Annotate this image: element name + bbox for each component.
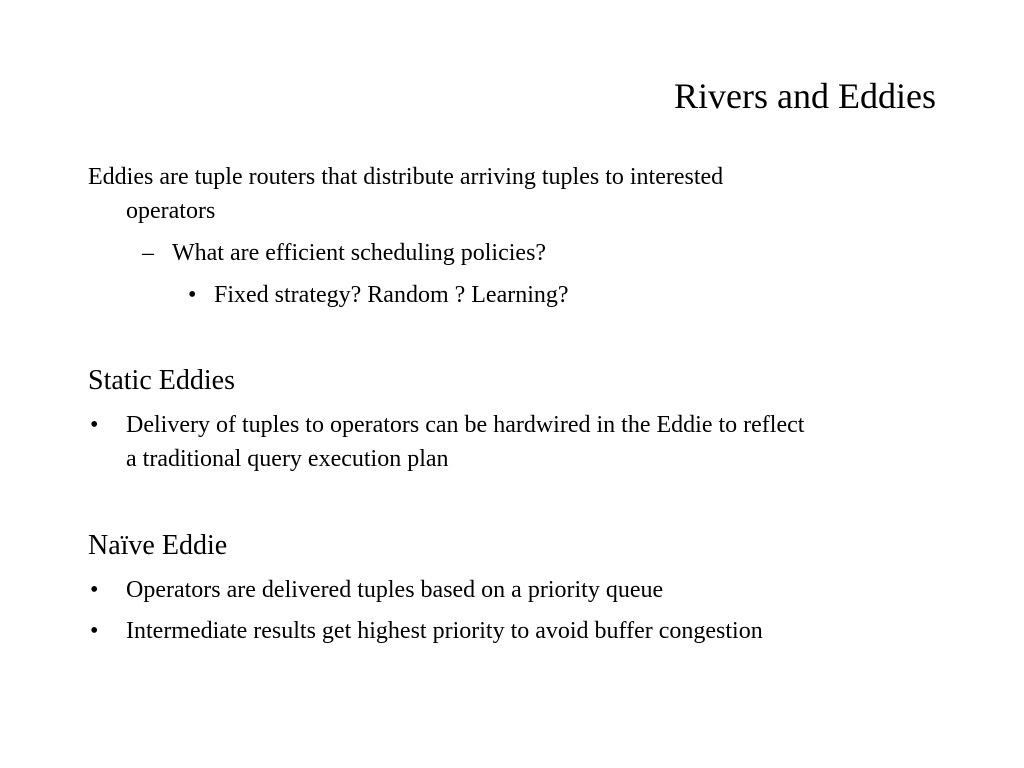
subsub-bullet-text: Fixed strategy? Random ? Learning?	[214, 282, 569, 308]
naive-bullet-1-text: Operators are delivered tuples based on a priority queue	[126, 577, 664, 603]
sub-bullet-dash: –	[142, 240, 154, 266]
section-heading-naive-eddie: Naïve Eddie	[88, 530, 228, 561]
static-bullet-line-2: a traditional query execution plan	[126, 446, 449, 472]
subsub-bullet-dot: •	[188, 282, 197, 308]
naive-bullet-2-marker: •	[90, 618, 99, 644]
intro-line-2: operators	[126, 198, 216, 224]
naive-bullet-1-marker: •	[90, 577, 99, 603]
static-bullet-marker: •	[90, 412, 99, 438]
slide-title: Rivers and Eddies	[674, 76, 936, 116]
naive-bullet-2-text: Intermediate results get highest priority to avoid buffer congestion	[126, 618, 763, 644]
static-bullet-line-1: Delivery of tuples to operators can be hardwired in the Eddie to reflect	[126, 412, 805, 438]
intro-line-1: Eddies are tuple routers that distribute arriving tuples to interested	[88, 164, 724, 190]
sub-bullet-text: What are efficient scheduling policies?	[172, 240, 547, 266]
section-heading-static-eddies: Static Eddies	[88, 365, 235, 396]
